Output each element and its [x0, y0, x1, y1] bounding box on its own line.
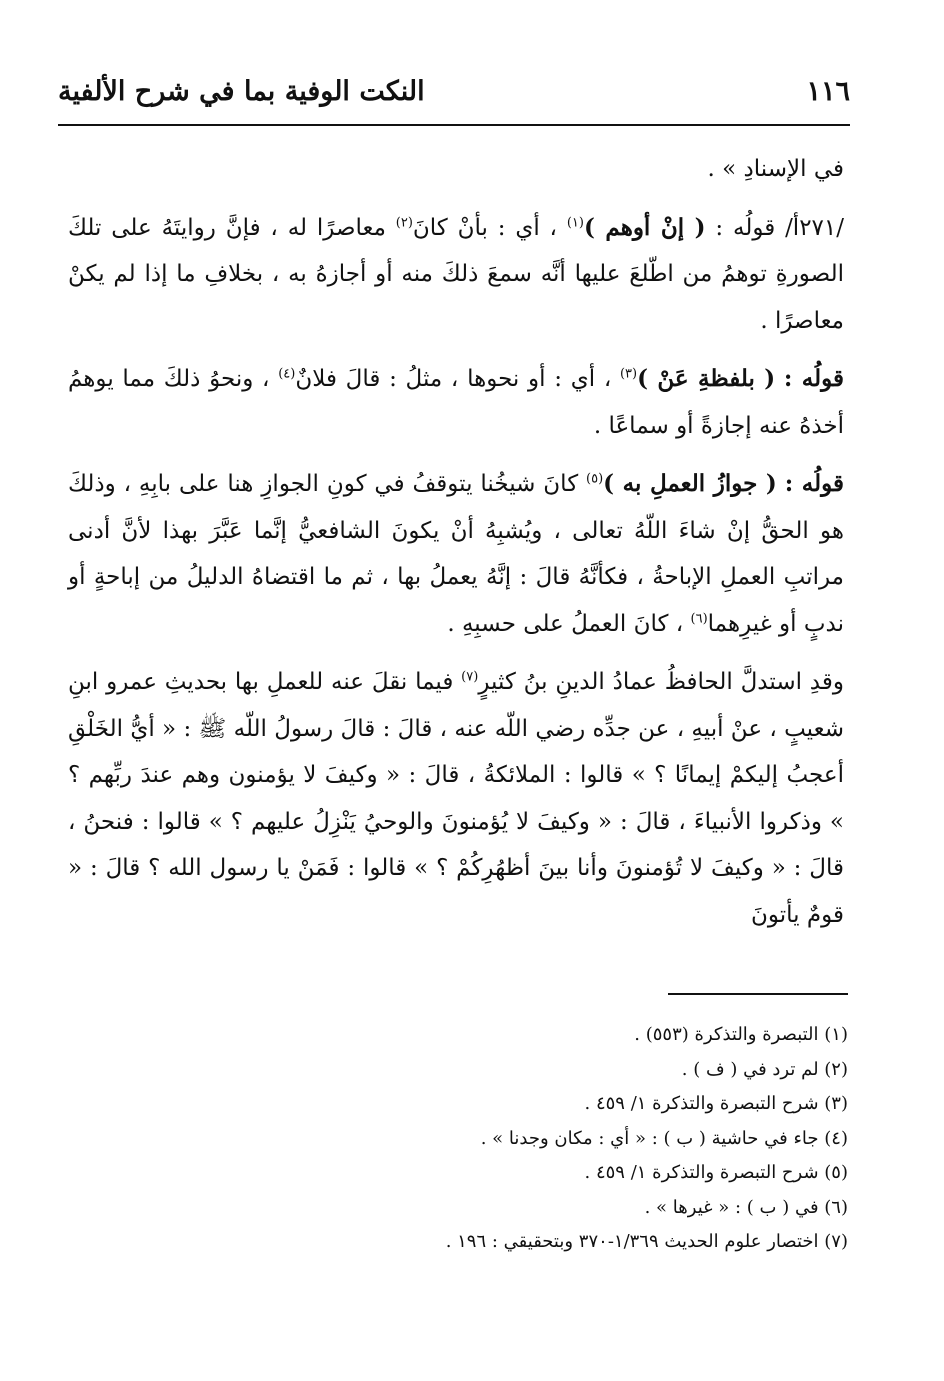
- paragraph-text: ، ونحوُ ذلكَ مما يوهمُ أخذهُ عنه إجازةً أو سماعًا .: [68, 366, 844, 439]
- footnote-2: (٢) لم ترد في ( ف ) .: [681, 1058, 848, 1080]
- page-number: ١١٦: [806, 76, 850, 107]
- paragraph-text: ، أي : أو نحوها ، مثلُ : قالَ فلانٌ: [295, 366, 612, 392]
- footnote-3: (٣) شرح التبصرة والتذكرة ١/ ٤٥٩ .: [584, 1093, 848, 1114]
- footnote-separator: [668, 993, 848, 995]
- page-header: [58, 72, 850, 126]
- paragraph-0: [68, 146, 844, 193]
- footnote-6: (٦) في ( ب ) : « غيرها » .: [644, 1196, 848, 1218]
- footnote-7: (٧) اختصار علوم الحديث ١/٣٦٩-٣٧٠ وبتحقيقي : ١٩٦ .: [445, 1231, 848, 1252]
- paragraph-text: كانَ شيخُنا يتوقفُ في كونِ الجوازِ هنا على بابِهِ ، وذلكَ هو الحقُّ إنْ شاءَ اللّهُ تعالى ، ويُشبِهُ أنْ يكونَ الشافعيُّ إنَّما عَبَّرَ بهذا لأنَّ أدنى مراتبِ العملِ الإباحةُ ، فكأنَّهُ قالَ : إنَّهُ يعملُ بها ، ثم ما اقتضاهُ الدليلُ من إباحةٍ أو ندبٍ أو غيرِهما: [68, 471, 844, 637]
- footnote-4: (٤) جاء في حاشية ( ب ) : « أي : مكان وجدنا » .: [480, 1127, 848, 1149]
- lead-word: قولُه :: [715, 214, 776, 241]
- paragraph-text: في الإسنادِ » .: [707, 156, 844, 182]
- paragraph-text: معاصرًا له ، فإنَّ روايتَهُ على تلكَ الصورةِ توهمُ من اطّلعَ عليها أنَّه سمعَ ذلكَ منه أو أجازهُ به ، بخلافِ ما إذا لم يكنْ معاصرًا .: [68, 214, 844, 334]
- quoted-term: ( جوازُ العملِ به ): [603, 470, 777, 497]
- footnote-ref: (٢): [395, 214, 413, 230]
- footnote-ref: (١): [566, 214, 584, 230]
- footnote-ref: (٥): [586, 471, 604, 487]
- folio-marker: /٢٧١أ/: [785, 214, 845, 241]
- footnotes: [168, 1018, 848, 1260]
- paragraph-text: ، كانَ العملُ على حسبِهِ .: [447, 610, 684, 637]
- footnote-5: (٥) شرح التبصرة والتذكرة ١/ ٤٥٩ .: [584, 1162, 848, 1183]
- paragraph-4: [68, 659, 844, 938]
- quoted-term: ( بلفظةِ عَنْ ): [637, 365, 776, 392]
- footnote-ref: (٣): [619, 366, 638, 382]
- main-text: [68, 146, 844, 950]
- paragraph-text: فيما نقلَ عنه للعملِ بها بحديثِ عمرو ابنِ شعيبٍ ، عنْ أبيهِ ، عن جدِّه رضي اللّه عنه ، قالَ : قالَ رسولُ اللّه ﷺ : « أيُّ الخَلْقِ أعجبُ إليكمْ إيمانًا ؟ » قالوا : الملائكةُ ، قالَ : « وكيفَ لا يؤمنون وهم عندَ ربِّهم ؟ » وذكروا الأنبياءَ ، قالَ : « وكيفَ لا يُؤمنونَ والوحيُ يَنْزِلُ عليهم ؟ » قالوا : فنحنُ ، قالَ : « وكيفَ لا تُؤمنونَ وأنا بينَ أظهُرِكُمْ ؟ » قالوا : فَمَنْ يا رسول الله ؟ قالَ : « قومٌ يأتونَ: [68, 669, 844, 928]
- running-title: النكت الوفية بما في شرح الألفية: [58, 76, 425, 107]
- paragraph-1: [68, 205, 844, 345]
- footnote-ref: (٤): [278, 366, 296, 382]
- paragraph-2: [68, 356, 844, 449]
- footnote-ref: (٧): [461, 669, 479, 685]
- quoted-term: ( إنْ أوهم ): [583, 213, 706, 241]
- paragraph-text: ، أي : بأنْ كانَ: [412, 214, 557, 241]
- footnote-ref: (٦): [690, 610, 708, 626]
- footnote-1: (١) التبصرة والتذكرة (٥٥٣) .: [634, 1024, 848, 1045]
- paragraph-text: وقدِ استدلَّ الحافظُ عمادُ الدينِ بنُ كثيرٍ: [478, 669, 844, 695]
- lead-word: قولُه :: [783, 365, 845, 392]
- paragraph-3: [68, 461, 844, 647]
- lead-word: قولُه :: [784, 470, 844, 497]
